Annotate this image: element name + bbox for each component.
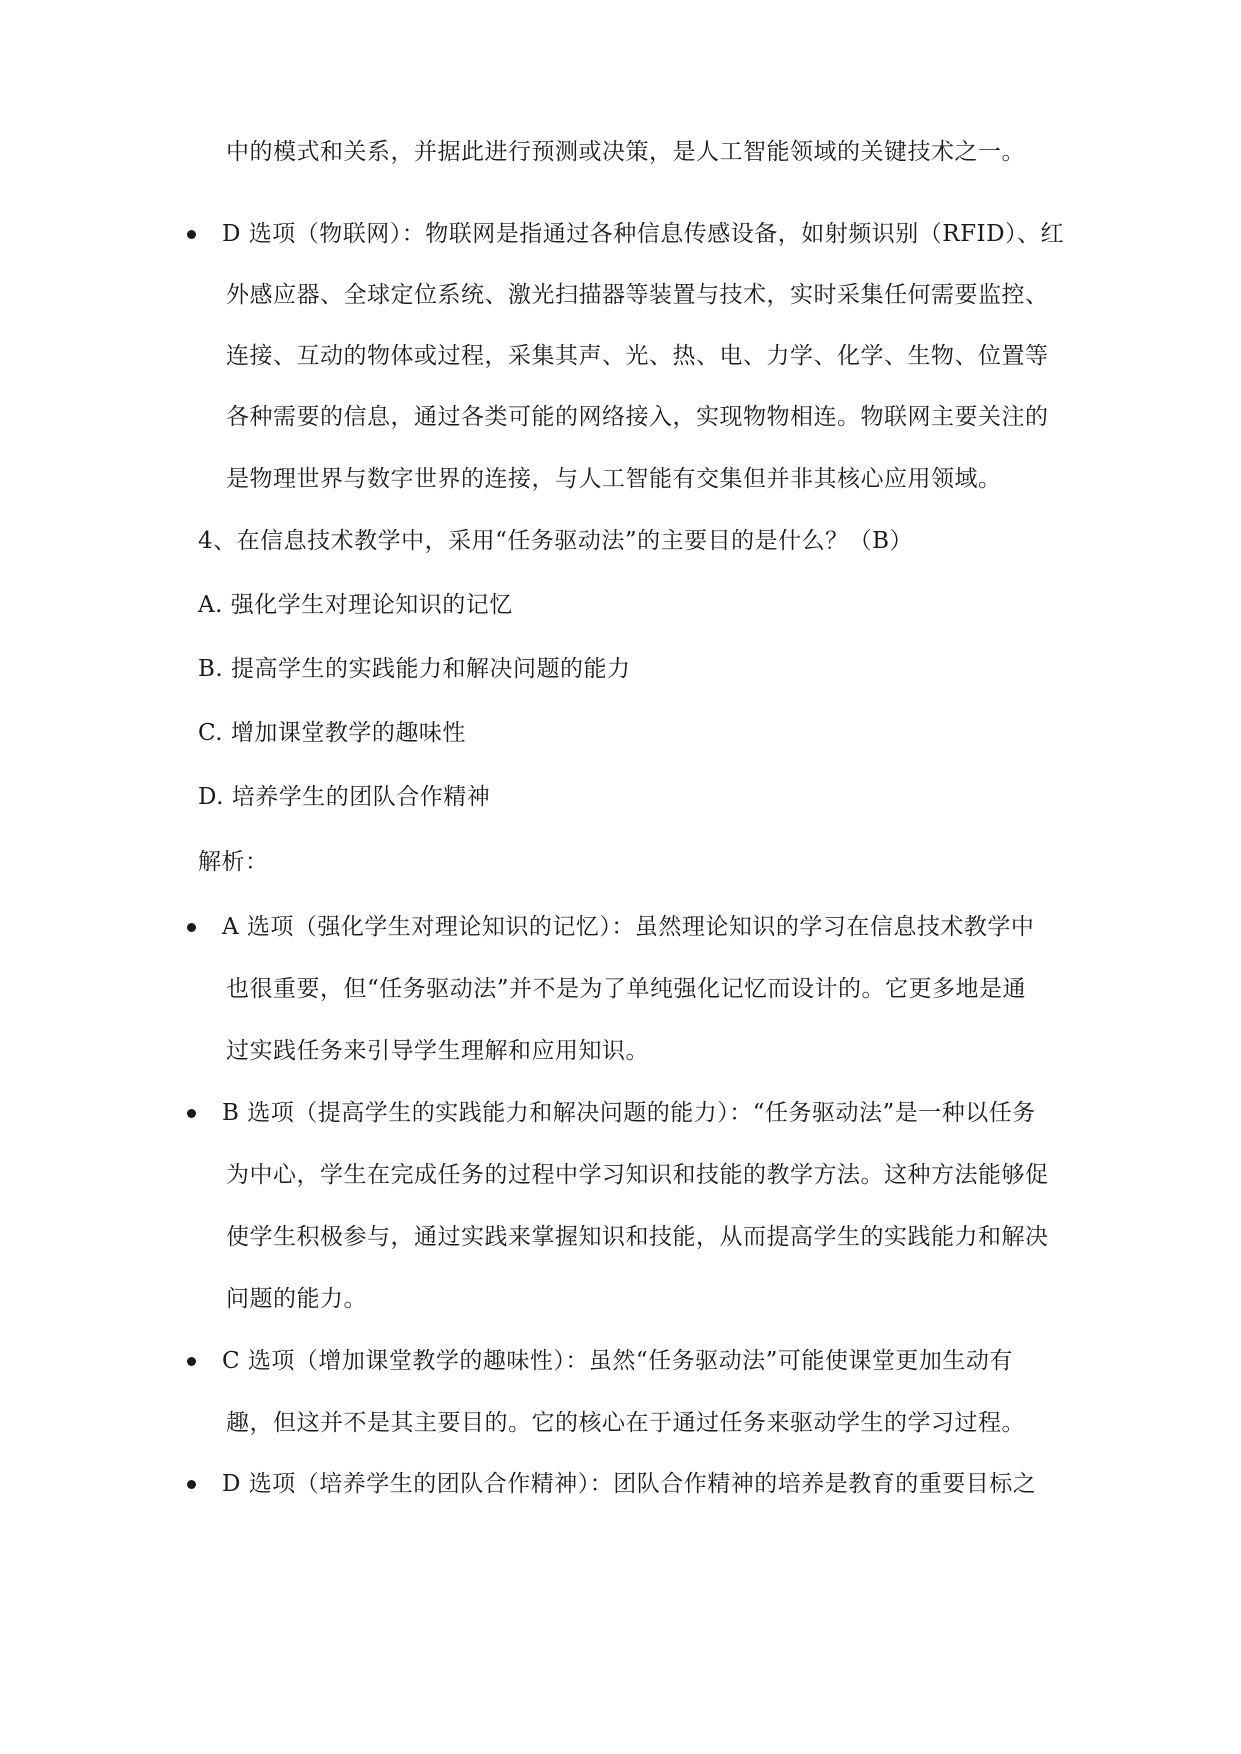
explanation-line: 为中心，学生在完成任务的过程中学习知识和技能的教学方法。这种方法能够促 [226,1162,1049,1188]
paragraph-line: 外感应器、全球定位系统、激光扫描器等装置与技术，实时采集任何需要监控、 [226,282,1049,308]
option-b: B. 提高学生的实践能力和解决问题的能力 [198,656,631,682]
bullet-icon [187,1357,196,1366]
paragraph-line: 中的模式和关系，并据此进行预测或决策，是人工智能领域的关键技术之一。 [226,139,1025,165]
option-a: A. 强化学生对理论知识的记忆 [198,592,513,618]
explanation-line: 问题的能力。 [226,1286,367,1312]
option-c: C. 增加课堂教学的趣味性 [198,720,466,746]
bullet-icon [187,1109,196,1118]
explanation-line: B 选项（提高学生的实践能力和解决问题的能力）：“任务驱动法”是一种以任务 [222,1100,1036,1126]
explanation-line: 也很重要，但“任务驱动法”并不是为了单纯强化记忆而设计的。它更多地是通 [226,976,1027,1002]
paragraph-line: 是物理世界与数字世界的连接，与人工智能有交集但并非其核心应用领域。 [226,466,1002,492]
bullet-icon [187,230,196,239]
paragraph-line: 各种需要的信息，通过各类可能的网络接入，实现物物相连。物联网主要关注的 [226,404,1049,430]
explanation-line: 使学生积极参与，通过实践来掌握知识和技能，从而提高学生的实践能力和解决 [226,1224,1049,1250]
explanation-line: 趣，但这并不是其主要目的。它的核心在于通过任务来驱动学生的学习过程。 [226,1410,1025,1436]
explanation-line: D 选项（培养学生的团队合作精神）：团队合作精神的培养是教育的重要目标之 [222,1471,1037,1497]
explanation-line: A 选项（强化学生对理论知识的记忆）：虽然理论知识的学习在信息技术教学中 [222,914,1035,940]
paragraph-line: 连接、互动的物体或过程，采集其声、光、热、电、力学、化学、生物、位置等 [226,343,1049,369]
analysis-label: 解析： [198,849,269,875]
option-d: D. 培养学生的团队合作精神 [198,784,491,810]
bullet-icon [187,923,196,932]
bullet-icon [187,1480,196,1489]
paragraph-line: D 选项（物联网）：物联网是指通过各种信息传感设备，如射频识别（RFID）、红 [222,221,1065,247]
question-stem: 4、在信息技术教学中，采用“任务驱动法”的主要目的是什么？（B） [198,528,914,554]
explanation-line: C 选项（增加课堂教学的趣味性）：虽然“任务驱动法”可能使课堂更加生动有 [222,1348,1013,1374]
explanation-line: 过实践任务来引导学生理解和应用知识。 [226,1038,649,1064]
